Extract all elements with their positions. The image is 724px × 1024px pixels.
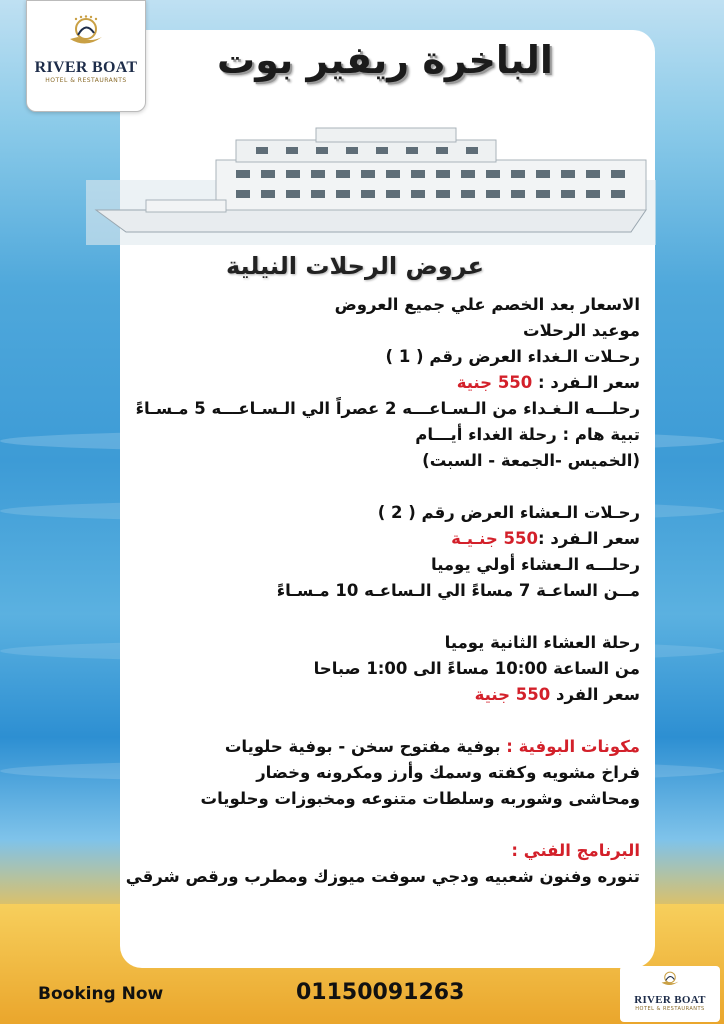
first-dinner-title: رحلـــه الـعشاء أولي يوميا [431, 555, 640, 574]
lunch-days-note: تبية هام : رحلة الغداء أيـــام [415, 425, 640, 444]
brand-name: RIVER BOAT [34, 59, 138, 76]
brand-name: RIVER BOAT [634, 994, 706, 1006]
offers-heading: عروض الرحلات النيلية [225, 252, 485, 280]
dinner-price-row [160, 526, 640, 552]
brand-tagline: HOTEL & RESTAURANTS [635, 1006, 705, 1012]
brand-tagline: HOTEL & RESTAURANTS [45, 77, 127, 84]
brand-logo-footer [620, 966, 720, 1022]
entertainment-heading: البرنامج الفني : [511, 841, 640, 860]
lunch-time: رحلـــه الـغـداء من الـسـاعـــه 2 عصراً الي الـسـاعـــه 5 مـسـاءً [135, 399, 640, 418]
buffet-items-1: فراخ مشويه وكفته وسمك وأرز ومكرونه وخضار [256, 763, 640, 782]
schedule-heading: موعيد الرحلات [523, 321, 640, 340]
discount-note: الاسعار بعد الخصم علي جميع العروض [334, 295, 640, 314]
lunch-price-row [160, 370, 640, 396]
offer-details [125, 292, 640, 890]
booking-now-label: Booking Now [38, 984, 164, 1004]
price-label: سعر الفرد [550, 685, 640, 704]
price-label: سعر الـفرد : [538, 529, 640, 548]
second-dinner-time: من الساعة 10:00 مساءً الى 1:00 صباحا [313, 659, 640, 678]
second-dinner-price-row [160, 682, 640, 708]
entertainment-details: تنوره وفنون شعبيه ودجي سوفت ميوزك ومطرب ورقص شرقي [125, 867, 640, 886]
buffet-row [160, 734, 640, 760]
boat-logo-icon [656, 970, 684, 990]
cruise-ship-image [86, 120, 656, 245]
lunch-days: (الخميس -الجمعة - السبت) [422, 451, 640, 470]
lunch-price: 550 جنية [456, 373, 533, 392]
second-dinner-price: 550 جنية [474, 685, 551, 704]
lunch-offer-title: رحـلات الـغداء العرض رقم ( 1 ) [385, 347, 640, 366]
dinner-offer-title: رحـلات الـعشاء العرض رقم ( 2 ) [377, 503, 640, 522]
price-label: سعر الـفرد : [532, 373, 640, 392]
brand-logo [26, 0, 146, 112]
buffet-label: مكونات البوفية : [500, 737, 640, 756]
phone-number[interactable]: 01150091263 [296, 980, 465, 1005]
page-title: الباخرة ريفير بوت [217, 38, 553, 82]
first-dinner-time: مــن الساعـة 7 مساءً الي الـساعـه 10 مـسـاءً [276, 581, 640, 600]
buffet-summary: بوفية مفتوح سخن - بوفية حلويات [224, 737, 501, 756]
boat-logo-icon [64, 15, 108, 53]
dinner-price: 550 جنـيـة [451, 529, 538, 548]
buffet-items-2: ومحاشى وشوربه وسلطات متنوعه ومخبوزات وحلويات [200, 789, 640, 808]
second-dinner-title: رحلة العشاء الثانية يوميا [444, 633, 640, 652]
